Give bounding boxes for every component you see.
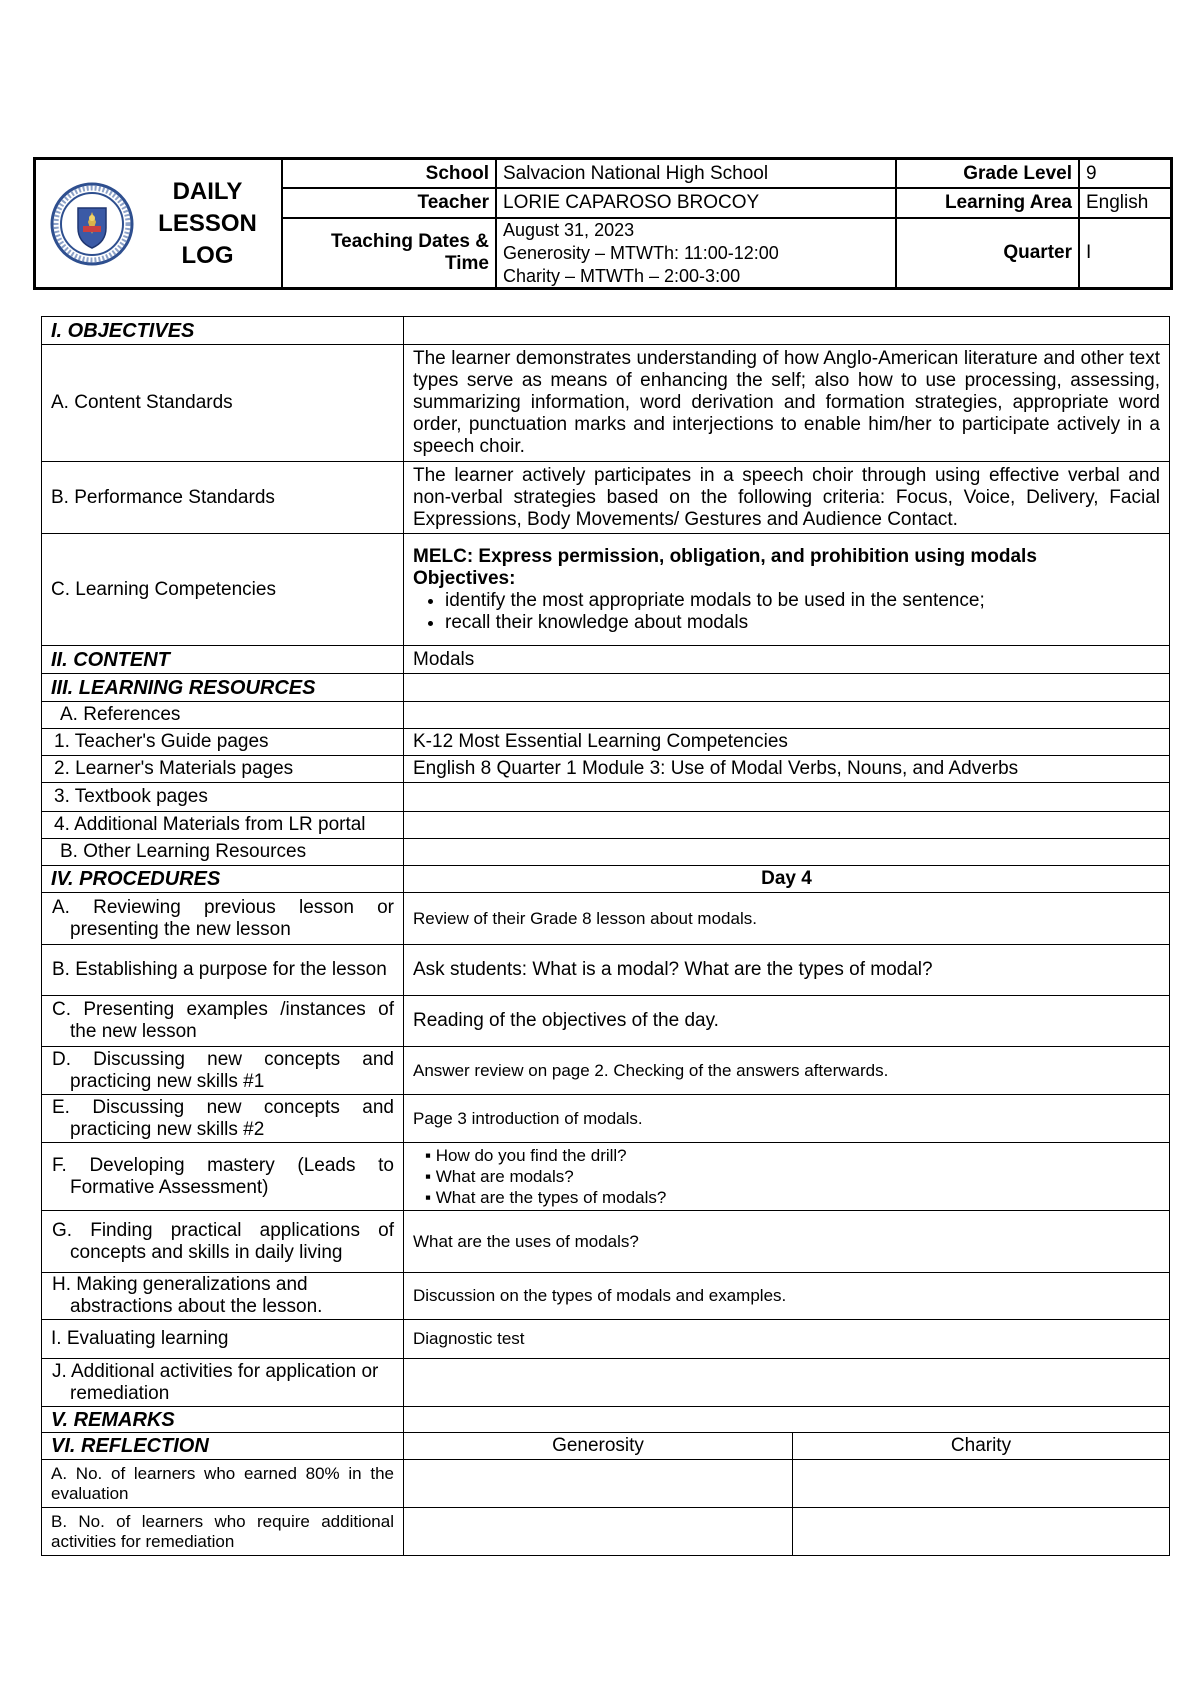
procedure-h-value: Discussion on the types of modals and examples.	[404, 1273, 1170, 1320]
learning-competencies-cell	[404, 534, 1170, 646]
empty-cell	[404, 839, 1170, 866]
dll-header	[33, 157, 1173, 290]
deped-seal-icon	[50, 182, 134, 266]
remarks-heading: V. REMARKS	[42, 1407, 404, 1433]
teacher-value: LORIE CAPAROSO BROCOY	[497, 189, 897, 219]
learners-materials-value: English 8 Quarter 1 Module 3: Use of Modal Verbs, Nouns, and Adverbs	[404, 756, 1170, 783]
table-row	[42, 702, 1170, 729]
table-row	[42, 674, 1170, 702]
table-row	[42, 1433, 1170, 1460]
references-label: A. References	[42, 702, 404, 729]
procedure-i-label: I. Evaluating learning	[42, 1320, 404, 1359]
table-row	[42, 1460, 1170, 1508]
learning-resources-heading: III. LEARNING RESOURCES	[42, 674, 404, 702]
table-row	[42, 1508, 1170, 1556]
teaching-dates-value	[497, 219, 897, 287]
procedure-a-label: A. Reviewing previous lesson or presenting the new lesson	[42, 893, 404, 945]
textbook-pages-label: 3. Textbook pages	[42, 783, 404, 812]
procedure-d-value: Answer review on page 2. Checking of the answers afterwards.	[404, 1047, 1170, 1095]
learners-materials-label: 2. Learner's Materials pages	[42, 756, 404, 783]
procedure-a-value: Review of their Grade 8 lesson about modals.	[404, 893, 1170, 945]
table-row	[42, 462, 1170, 534]
other-resources-label: B. Other Learning Resources	[42, 839, 404, 866]
reflection-col-generosity: Generosity	[404, 1433, 793, 1460]
table-row	[42, 756, 1170, 783]
table-row	[42, 996, 1170, 1047]
learning-area-label: Learning Area	[897, 189, 1080, 219]
procedure-f-label: F. Developing mastery (Leads to Formative Assessment)	[42, 1143, 404, 1211]
title-line-3: LOG	[181, 241, 234, 269]
logo-cell	[36, 160, 283, 287]
empty-cell	[404, 812, 1170, 839]
table-row	[42, 783, 1170, 812]
procedure-b-value: Ask students: What is a modal? What are the types of modal?	[404, 945, 1170, 996]
empty-cell	[404, 1407, 1170, 1433]
day-label: Day 4	[404, 866, 1170, 893]
table-row	[42, 345, 1170, 462]
table-row	[42, 1407, 1170, 1433]
performance-standards-label: B. Performance Standards	[42, 462, 404, 534]
grade-level-label: Grade Level	[897, 160, 1080, 189]
content-value: Modals	[404, 646, 1170, 674]
grade-level-value: 9	[1080, 160, 1170, 189]
objectives-label: Objectives:	[413, 567, 516, 589]
lr-portal-label: 4. Additional Materials from LR portal	[42, 812, 404, 839]
teachers-guide-value: K-12 Most Essential Learning Competencies	[404, 729, 1170, 756]
procedure-g-value: What are the uses of modals?	[404, 1211, 1170, 1273]
empty-cell	[404, 783, 1170, 812]
quarter-value: I	[1086, 242, 1092, 263]
reflection-b-label: B. No. of learners who require additional activities for remediation	[42, 1508, 404, 1556]
objectives-list	[413, 590, 1160, 634]
performance-standards-text: The learner actively participates in a speech choir through using effective verbal and non-verbal strategies based on the following criteria: Focus, Voice, Delivery, Facial Expressions, Body Movements/ Gestures and Audience Contact.	[404, 462, 1170, 534]
table-row	[42, 646, 1170, 674]
procedure-c-label: C. Presenting examples /instances of the new lesson	[42, 996, 404, 1047]
empty-cell	[404, 1359, 1170, 1407]
procedure-f-cell	[404, 1143, 1170, 1211]
teachers-guide-label: 1. Teacher's Guide pages	[42, 729, 404, 756]
quarter-label: Quarter	[897, 219, 1080, 287]
teaching-dates-label: Teaching Dates & Time	[283, 219, 497, 287]
table-row	[42, 317, 1170, 345]
school-label: School	[283, 160, 497, 189]
title-line-1: DAILY	[172, 177, 243, 205]
reflection-a-label: A. No. of learners who earned 80% in the evaluation	[42, 1460, 404, 1508]
title-line-2: LESSON	[158, 209, 257, 237]
procedure-h-label: H. Making generalizations and abstractions about the lesson.	[42, 1273, 404, 1320]
schedule-generosity: Generosity – MTWTh: 11:00-12:00	[503, 242, 779, 263]
procedure-e-value: Page 3 introduction of modals.	[404, 1095, 1170, 1143]
procedure-e-label: E. Discussing new concepts and practicing new skills #2	[42, 1095, 404, 1143]
procedures-heading: IV. PROCEDURES	[42, 866, 404, 893]
content-standards-text: The learner demonstrates understanding of how Anglo-American literature and other text types serve as means of enhancing the self; also how to use processing, assessing, summarizing information, word derivation and formation strategies, appropriate word order, punctuation marks and interjections to enable him/her to participate actively in a speech choir.	[404, 345, 1170, 462]
procedure-g-label: G. Finding practical applications of concepts and skills in daily living	[42, 1211, 404, 1273]
lesson-log-table	[41, 316, 1170, 1556]
melc-text: MELC: Express permission, obligation, and prohibition using modals	[413, 545, 1037, 567]
table-row	[42, 839, 1170, 866]
table-row	[42, 1095, 1170, 1143]
reflection-heading: VI. REFLECTION	[42, 1433, 404, 1460]
empty-cell	[793, 1508, 1170, 1556]
schedule-charity: Charity – MTWTh – 2:00-3:00	[503, 265, 741, 286]
empty-cell	[404, 1508, 793, 1556]
teaching-date: August 31, 2023	[503, 219, 635, 240]
list-item: • recall their knowledge about modals	[445, 612, 1160, 634]
content-standards-label: A. Content Standards	[42, 345, 404, 462]
procedure-d-label: D. Discussing new concepts and practicing new skills #1	[42, 1047, 404, 1095]
table-row	[42, 1143, 1170, 1211]
table-row	[42, 1211, 1170, 1273]
header-info-grid	[283, 160, 1170, 287]
table-row	[42, 1359, 1170, 1407]
empty-cell	[404, 702, 1170, 729]
empty-cell	[404, 674, 1170, 702]
table-row	[42, 866, 1170, 893]
table-row	[42, 729, 1170, 756]
school-value: Salvacion National High School	[497, 160, 897, 189]
content-heading: II. CONTENT	[42, 646, 404, 674]
empty-cell	[404, 1460, 793, 1508]
procedure-j-label: J. Additional activities for application or remediation	[42, 1359, 404, 1407]
list-item: ▪ What are the types of modals?	[425, 1187, 1160, 1208]
table-row	[42, 1047, 1170, 1095]
procedure-f-list	[413, 1145, 1160, 1208]
table-row	[42, 945, 1170, 996]
empty-cell	[793, 1460, 1170, 1508]
list-item: ▪ What are modals?	[425, 1166, 1160, 1187]
table-row	[42, 1320, 1170, 1359]
empty-cell	[404, 317, 1170, 345]
list-item: • identify the most appropriate modals to be used in the sentence;	[445, 590, 1160, 612]
page-title	[134, 176, 281, 272]
teacher-label: Teacher	[283, 189, 497, 219]
table-row	[42, 534, 1170, 646]
table-row	[42, 1273, 1170, 1320]
objectives-heading: I. OBJECTIVES	[42, 317, 404, 345]
table-row	[42, 812, 1170, 839]
list-item: ▪ How do you find the drill?	[425, 1145, 1160, 1166]
procedure-c-value: Reading of the objectives of the day.	[404, 996, 1170, 1047]
procedure-i-value: Diagnostic test	[404, 1320, 1170, 1359]
learning-competencies-label: C. Learning Competencies	[42, 534, 404, 646]
reflection-col-charity: Charity	[793, 1433, 1170, 1460]
procedure-b-label: B. Establishing a purpose for the lesson	[42, 945, 404, 996]
learning-area-value: English	[1080, 189, 1170, 219]
table-row	[42, 893, 1170, 945]
